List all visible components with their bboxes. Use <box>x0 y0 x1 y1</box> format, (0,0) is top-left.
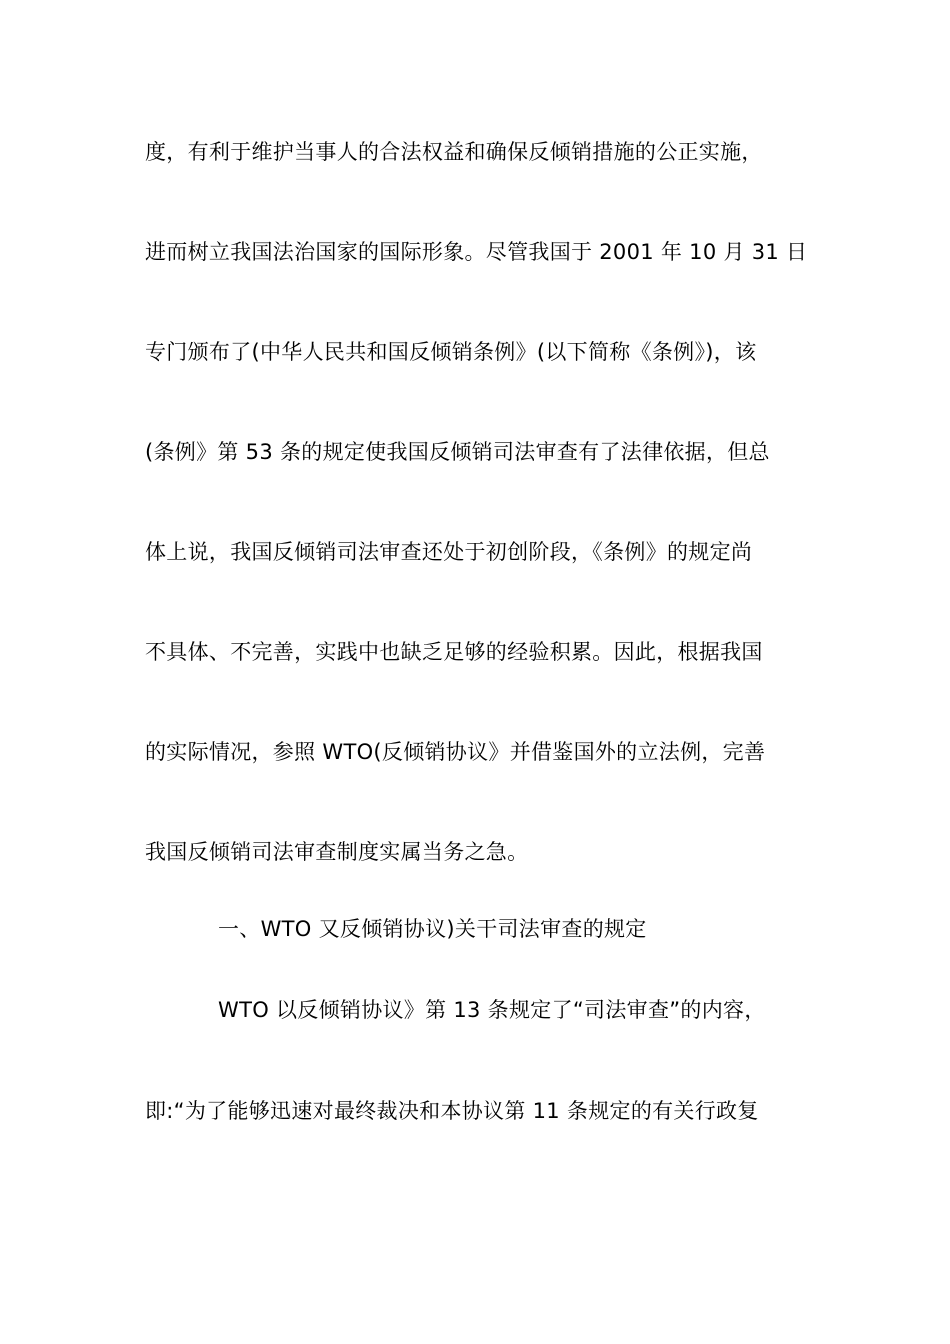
paragraph2-line-1: WTO 以反倾销协议》第 13 条规定了“司法审查”的内容， <box>218 998 766 1022</box>
paragraph-line-2: 进而树立我国法治国家的国际形象。尽管我国于 2001 年 10 月 31 日 <box>145 240 808 264</box>
paragraph-line-5: 体上说，我国反倾销司法审查还处于初创阶段，《条例》的规定尚 <box>145 540 753 564</box>
section-heading: 一、WTO 又反倾销协议)关干司法审查的规定 <box>218 917 647 941</box>
paragraph-line-8: 我国反倾销司法审查制度实属当务之急。 <box>145 840 529 864</box>
paragraph-line-7: 的实际情况，参照 WTO(反倾销协议》并借鉴国外的立法例，完善 <box>145 740 766 764</box>
paragraph2-line-2: 即:“为了能够迅速对最终裁决和本协议第 11 条规定的有关行政复 <box>145 1099 759 1123</box>
paragraph-line-4: (条例》第 53 条的规定使我国反倾销司法审查有了法律依据，但总 <box>145 440 770 464</box>
paragraph-line-3: 专门颁布了(中华人民共和国反倾销条例》(以下简称《条例》)，该 <box>145 340 757 364</box>
paragraph-line-1: 度，有利于维护当事人的合法权益和确保反倾销措施的公正实施， <box>145 140 763 164</box>
paragraph-line-6: 不具体、不完善，实践中也缺乏足够的经验积累。因此，根据我国 <box>145 640 763 664</box>
